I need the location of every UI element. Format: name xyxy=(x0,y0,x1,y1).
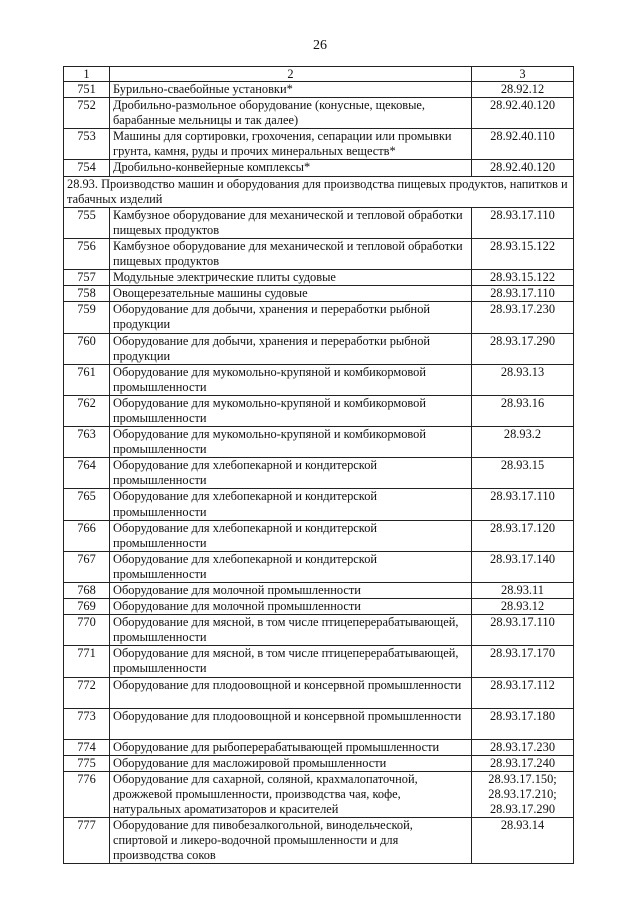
row-code xyxy=(472,302,574,333)
code-value: 28.93.17.170 xyxy=(489,646,556,661)
row-code xyxy=(472,427,574,458)
row-code xyxy=(472,286,574,302)
row-number: 757 xyxy=(64,270,110,286)
row-code xyxy=(472,520,574,551)
row-name: Оборудование для сахарной, соляной, крахмалопаточной, дрожжевой промышленности, производства чая, кофе, натуральных ароматизаторов и красителей xyxy=(110,771,472,817)
row-number: 762 xyxy=(64,395,110,426)
table-row xyxy=(64,302,574,333)
page-number: 26 xyxy=(313,38,327,53)
code-value: 28.92.12 xyxy=(500,82,545,96)
table-row xyxy=(64,708,574,739)
table-row xyxy=(64,677,574,708)
header-col-2: 2 xyxy=(110,67,472,82)
table-row xyxy=(64,818,574,864)
code-value: 28.93.17.110 xyxy=(490,615,555,630)
table-row xyxy=(64,739,574,755)
row-code xyxy=(472,755,574,771)
table-row xyxy=(64,520,574,551)
row-code xyxy=(472,333,574,364)
table-row xyxy=(64,646,574,677)
row-number: 771 xyxy=(64,646,110,677)
row-number: 752 xyxy=(64,98,110,129)
row-code xyxy=(472,458,574,489)
row-number: 767 xyxy=(64,551,110,582)
row-name: Дробильно-размольное оборудование (конусные, щековые, барабанные мельницы и так далее) xyxy=(110,98,472,129)
row-number: 768 xyxy=(64,583,110,599)
row-code xyxy=(472,98,574,129)
code-value: 28.93.15 xyxy=(500,458,545,473)
row-code xyxy=(472,270,574,286)
row-name: Модульные электрические плиты судовые xyxy=(110,270,472,286)
row-number: 760 xyxy=(64,333,110,364)
row-name: Оборудование для добычи, хранения и переработки рыбной продукции xyxy=(110,302,472,333)
row-code xyxy=(472,771,574,817)
code-value: 28.93.15.122 xyxy=(489,270,556,285)
table-row xyxy=(64,615,574,646)
table-row xyxy=(64,489,574,520)
header-row xyxy=(64,67,574,82)
code-value: 28.93.17.290 xyxy=(489,801,556,816)
table-row xyxy=(64,395,574,426)
row-name: Оборудование для мясной, в том числе птицеперерабатывающей, промышленности xyxy=(110,615,472,646)
table-row xyxy=(64,286,574,302)
row-name: Дробильно-конвейерные комплексы* xyxy=(110,160,472,176)
row-name: Оборудование для хлебопекарной и кондитерской промышленности xyxy=(110,520,472,551)
code-value: 28.93.11 xyxy=(501,583,544,597)
code-value: 28.93.14 xyxy=(500,818,545,833)
row-code xyxy=(472,818,574,864)
table-row xyxy=(64,551,574,582)
row-code xyxy=(472,395,574,426)
row-number: 753 xyxy=(64,129,110,160)
code-value: 28.93.17.230 xyxy=(489,739,556,754)
row-name: Оборудование для добычи, хранения и переработки рыбной продукции xyxy=(110,333,472,364)
table-body xyxy=(64,67,574,864)
row-number: 751 xyxy=(64,82,110,98)
code-value: 28.93.17.150; xyxy=(488,771,557,786)
table-row xyxy=(64,427,574,458)
row-name: Оборудование для рыбоперерабатывающей промышленности xyxy=(110,739,472,755)
row-number: 758 xyxy=(64,286,110,302)
code-value: 28.93.17.230 xyxy=(489,302,556,317)
table-row xyxy=(64,129,574,160)
row-number: 775 xyxy=(64,755,110,771)
row-number: 754 xyxy=(64,160,110,176)
table-row xyxy=(64,207,574,238)
row-number: 755 xyxy=(64,207,110,238)
row-number: 765 xyxy=(64,489,110,520)
row-number: 777 xyxy=(64,818,110,864)
row-name: Оборудование для мукомольно-крупяной и комбикормовой промышленности xyxy=(110,395,472,426)
row-code xyxy=(472,82,574,98)
row-code xyxy=(472,677,574,708)
table-row xyxy=(64,458,574,489)
row-name: Оборудование для молочной промышленности xyxy=(110,583,472,599)
table-row xyxy=(64,333,574,364)
section-title: 28.93. Производство машин и оборудования для производства пищевых продуктов, напитков и табачных изделий xyxy=(64,176,574,207)
row-number: 763 xyxy=(64,427,110,458)
row-name: Оборудование для хлебопекарной и кондитерской промышленности xyxy=(110,489,472,520)
code-value: 28.93.15.122 xyxy=(489,238,556,253)
code-value: 28.92.40.120 xyxy=(489,98,556,113)
row-number: 772 xyxy=(64,677,110,708)
code-value: 28.93.12 xyxy=(500,599,545,614)
row-number: 776 xyxy=(64,771,110,817)
header-col-3: 3 xyxy=(472,67,574,82)
row-name: Камбузное оборудование для механической и тепловой обработки пищевых продуктов xyxy=(110,207,472,238)
row-code xyxy=(472,129,574,160)
row-number: 766 xyxy=(64,520,110,551)
code-value: 28.93.17.110 xyxy=(490,286,555,301)
table-row xyxy=(64,238,574,269)
row-code xyxy=(472,489,574,520)
row-number: 761 xyxy=(64,364,110,395)
row-code xyxy=(472,708,574,739)
code-value: 28.93.17.180 xyxy=(489,708,556,723)
row-code xyxy=(472,739,574,755)
row-number: 764 xyxy=(64,458,110,489)
row-name: Оборудование для мясной, в том числе птицеперерабатывающей, промышленности xyxy=(110,646,472,677)
row-name: Машины для сортировки, грохочения, сепарации или промывки грунта, камня, руды и прочих минеральных веществ* xyxy=(110,129,472,160)
row-number: 769 xyxy=(64,599,110,615)
row-name: Оборудование для плодоовощной и консервной промышленности xyxy=(110,708,472,739)
row-name: Оборудование для молочной промышленности xyxy=(110,599,472,615)
code-value: 28.93.17.240 xyxy=(489,755,556,770)
code-value: 28.93.17.120 xyxy=(489,520,556,535)
row-number: 770 xyxy=(64,615,110,646)
code-value: 28.93.17.112 xyxy=(490,677,555,692)
row-code xyxy=(472,551,574,582)
code-value: 28.92.40.110 xyxy=(490,129,555,144)
row-code xyxy=(472,583,574,599)
row-name: Оборудование для плодоовощной и консервной промышленности xyxy=(110,677,472,708)
row-code xyxy=(472,615,574,646)
row-name: Оборудование для хлебопекарной и кондитерской промышленности xyxy=(110,458,472,489)
row-code xyxy=(472,160,574,176)
row-name: Оборудование для масложировой промышленности xyxy=(110,755,472,771)
code-value: 28.93.17.110 xyxy=(490,207,555,222)
row-name: Оборудование для мукомольно-крупяной и комбикормовой промышленности xyxy=(110,427,472,458)
row-code xyxy=(472,646,574,677)
code-value: 28.93.17.290 xyxy=(489,333,556,348)
table-row xyxy=(64,599,574,615)
row-name: Оборудование для хлебопекарной и кондитерской промышленности xyxy=(110,551,472,582)
code-value: 28.93.17.110 xyxy=(490,489,555,504)
row-name: Оборудование для мукомольно-крупяной и комбикормовой промышленности xyxy=(110,364,472,395)
classification-table xyxy=(63,66,574,864)
table-row xyxy=(64,98,574,129)
table-row xyxy=(64,160,574,176)
row-code xyxy=(472,364,574,395)
row-name: Бурильно-сваебойные установки* xyxy=(110,82,472,98)
row-name: Оборудование для пивобезалкогольной, винодельческой, спиртовой и ликеро-водочной промышленности и для производства соков xyxy=(110,818,472,864)
row-code xyxy=(472,599,574,615)
code-value: 28.93.2 xyxy=(503,427,542,442)
code-value: 28.93.16 xyxy=(500,395,545,410)
table-row xyxy=(64,82,574,98)
row-number: 773 xyxy=(64,708,110,739)
table-row xyxy=(64,583,574,599)
header-col-1: 1 xyxy=(64,67,110,82)
section-row xyxy=(64,176,574,207)
code-value: 28.93.17.140 xyxy=(489,551,556,566)
row-name: Овощерезательные машины судовые xyxy=(110,286,472,302)
row-code xyxy=(472,238,574,269)
row-number: 756 xyxy=(64,238,110,269)
row-number: 759 xyxy=(64,302,110,333)
row-name: Камбузное оборудование для механической и тепловой обработки пищевых продуктов xyxy=(110,238,472,269)
row-number: 774 xyxy=(64,739,110,755)
code-value: 28.92.40.120 xyxy=(489,160,556,175)
code-value: 28.93.13 xyxy=(500,364,545,379)
table-row xyxy=(64,771,574,817)
table-row xyxy=(64,270,574,286)
table-row xyxy=(64,364,574,395)
code-value: 28.93.17.210; xyxy=(488,786,557,801)
table-row xyxy=(64,755,574,771)
row-code xyxy=(472,207,574,238)
